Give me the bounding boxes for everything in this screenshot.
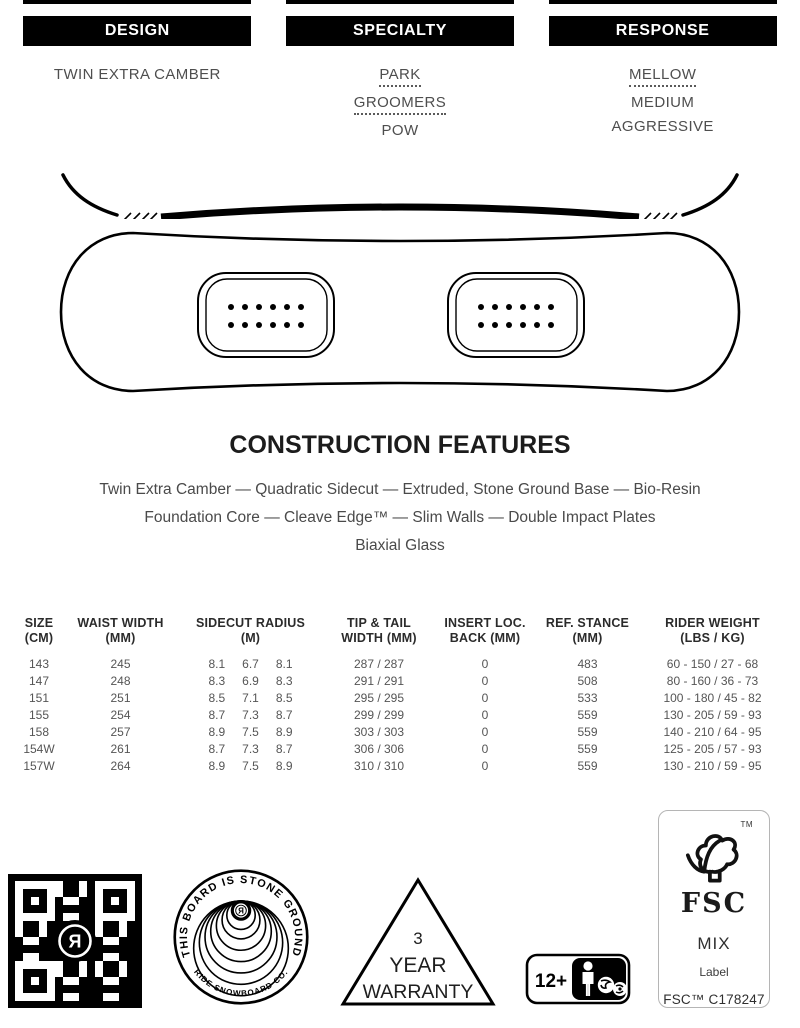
stone-ground-stamp (170, 866, 312, 1008)
cell-rider-weight: 60 - 150 / 27 - 68 (666, 657, 759, 671)
cell-size: 154W (23, 742, 55, 756)
cell-ref-stance: 508 (577, 674, 598, 688)
table-row (15, 656, 785, 673)
fsc-acronym: FSC (680, 888, 748, 919)
cell-ref-stance: 533 (577, 691, 598, 705)
cell-sidecut-radius: 8.1 6.7 8.1 (208, 657, 293, 671)
cell-size: 143 (28, 657, 50, 671)
cell-waist-width: 264 (110, 759, 131, 773)
col-insert-loc: INSERT LOC. BACK (MM) (444, 616, 526, 645)
response-value: MELLOW (629, 66, 696, 87)
cell-rider-weight: 130 - 205 / 59 - 93 (663, 708, 762, 722)
cell-tip-tail: 306 / 306 (353, 742, 405, 756)
spec-table-header (15, 616, 785, 646)
ride-logo-letter: Я (237, 906, 244, 916)
cell-rider-weight: 125 - 205 / 57 - 93 (663, 742, 762, 756)
stamp-bottom-text: RIDE SNOWBOARD CO. (191, 967, 290, 999)
construction-features-line: Biaxial Glass (355, 537, 445, 554)
cell-rider-weight: 80 - 160 / 36 - 73 (666, 674, 759, 688)
cell-tip-tail: 295 / 295 (353, 691, 405, 705)
col-tip-tail-width: TIP & TAIL WIDTH (MM) (341, 616, 417, 645)
cell-waist-width: 248 (110, 674, 131, 688)
cell-size: 157W (23, 759, 55, 773)
tm-mark: TM (740, 820, 753, 829)
warranty-line-1: 3 (413, 929, 423, 948)
specialty-value: POW (381, 122, 419, 139)
table-row (15, 707, 785, 724)
cell-sidecut-radius: 8.7 7.3 8.7 (208, 708, 293, 722)
spec-table-body (15, 656, 785, 775)
specialty-column (269, 4, 532, 139)
cell-sidecut-radius: 8.9 7.5 8.9 (208, 725, 293, 739)
cell-rider-weight: 140 - 210 / 64 - 95 (663, 725, 762, 739)
cell-size: 147 (28, 674, 50, 688)
fsc-tree-icon (675, 821, 753, 888)
cell-ref-stance: 559 (577, 742, 598, 756)
specialty-value: GROOMERS (354, 94, 446, 115)
col-size: SIZE (CM) (24, 616, 54, 645)
warranty-line-2: YEAR (389, 954, 447, 977)
ride-logo-letter: Я (68, 931, 82, 952)
cell-size: 155 (28, 708, 50, 722)
construction-features-line: Twin Extra Camber — Quadratic Sidecut — Extruded, Stone Ground Base — Bio-Resin (99, 481, 701, 498)
design-value: TWIN EXTRA CAMBER (53, 66, 221, 83)
qr-code (8, 874, 142, 1008)
cell-insert-loc: 0 (481, 742, 489, 756)
cell-rider-weight: 130 - 210 / 59 - 95 (663, 759, 762, 773)
snowboard-side-profile-icon (55, 167, 745, 219)
spec-table (0, 616, 800, 775)
cell-waist-width: 245 (110, 657, 131, 671)
footer-logos (0, 810, 800, 1028)
fsc-license-code: FSC™ C178247 (663, 992, 765, 1007)
cell-ref-stance: 559 (577, 725, 598, 739)
response-column (531, 4, 794, 139)
cell-insert-loc: 0 (481, 708, 489, 722)
cell-insert-loc: 0 (481, 657, 489, 671)
response-badge: RESPONSE (549, 16, 777, 46)
design-column (6, 4, 269, 139)
cell-ref-stance: 559 (577, 708, 598, 722)
cell-sidecut-radius: 8.7 7.3 8.7 (208, 742, 293, 756)
cell-sidecut-radius: 8.5 7.1 8.5 (208, 691, 293, 705)
cell-size: 151 (28, 691, 50, 705)
specialty-value: PARK (379, 66, 420, 87)
fsc-certification-label (658, 810, 770, 1008)
col-ref-stance: REF. STANCE (MM) (545, 616, 630, 645)
construction-features-line: Foundation Core — Cleave Edge™ — Slim Walls — Double Impact Plates (144, 509, 656, 526)
col-sidecut-radius: SIDECUT RADIUS (M) (195, 616, 306, 645)
cell-waist-width: 254 (110, 708, 131, 722)
col-waist-width: WAIST WIDTH (MM) (77, 616, 164, 645)
stamp-top-text: THIS BOARD IS STONE GROUND (177, 873, 304, 959)
specialty-badge: SPECIALTY (286, 16, 514, 46)
snowboard-figures (0, 167, 800, 397)
cell-insert-loc: 0 (481, 725, 489, 739)
warranty-line-3: WARRANTY (362, 981, 474, 1003)
response-value: AGGRESSIVE (611, 118, 714, 135)
construction-features-title: CONSTRUCTION FEATURES (229, 431, 571, 459)
table-row (15, 741, 785, 758)
response-value: MEDIUM (631, 94, 695, 111)
age-rating-label: 12+ (534, 971, 567, 992)
fsc-label-text: Label (699, 965, 729, 979)
age-rating-badge (525, 953, 631, 1005)
cell-insert-loc: 0 (481, 674, 489, 688)
cell-sidecut-radius: 8.3 6.9 8.3 (208, 674, 293, 688)
design-badge: DESIGN (23, 16, 251, 46)
col-rider-weight: RIDER WEIGHT (LBS / KG) (665, 616, 760, 645)
cell-waist-width: 261 (110, 742, 131, 756)
cell-tip-tail: 291 / 291 (353, 674, 405, 688)
warranty-triangle (339, 876, 497, 1008)
attributes-section (0, 4, 800, 139)
cell-ref-stance: 483 (577, 657, 598, 671)
cell-waist-width: 251 (110, 691, 131, 705)
snowboard-top-view-icon (55, 227, 745, 397)
cell-tip-tail: 299 / 299 (353, 708, 405, 722)
cell-insert-loc: 0 (481, 759, 489, 773)
table-row (15, 673, 785, 690)
cell-insert-loc: 0 (481, 691, 489, 705)
cell-rider-weight: 100 - 180 / 45 - 82 (663, 691, 762, 705)
fsc-type: MIX (697, 934, 731, 953)
table-row (15, 690, 785, 707)
cell-size: 158 (28, 725, 50, 739)
cell-tip-tail: 287 / 287 (353, 657, 405, 671)
cell-tip-tail: 310 / 310 (353, 759, 405, 773)
table-row (15, 758, 785, 775)
cell-waist-width: 257 (110, 725, 131, 739)
cell-ref-stance: 559 (577, 759, 598, 773)
construction-features-section (0, 431, 800, 560)
cell-sidecut-radius: 8.9 7.5 8.9 (208, 759, 293, 773)
table-row (15, 724, 785, 741)
cell-tip-tail: 303 / 303 (353, 725, 405, 739)
